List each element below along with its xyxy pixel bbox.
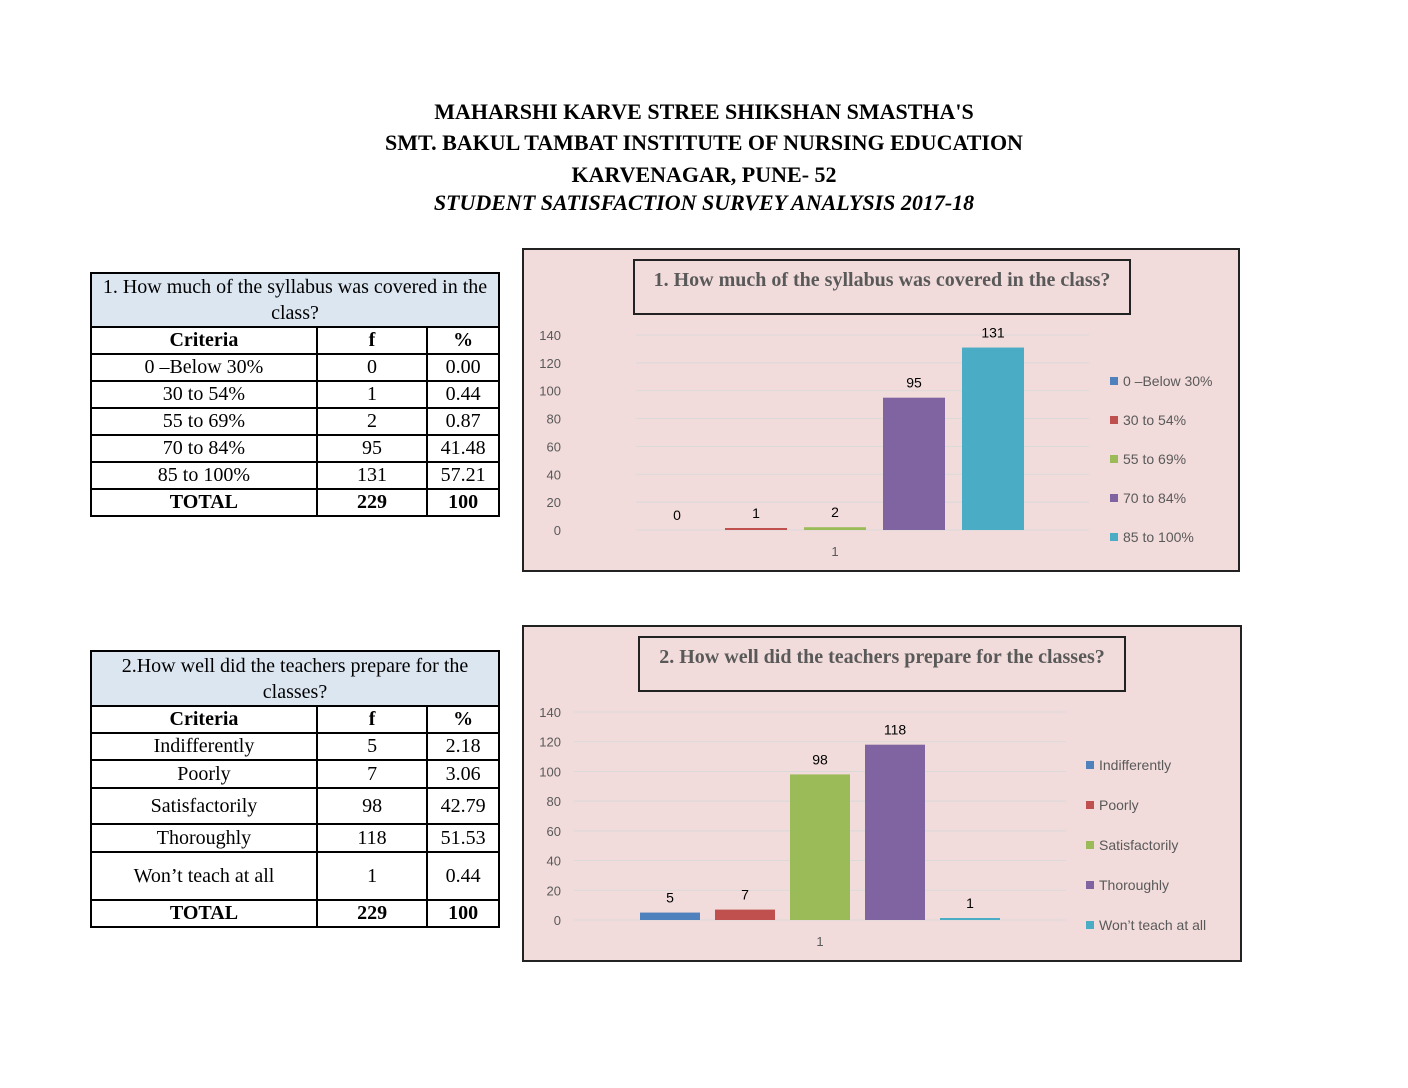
- total-label: TOTAL: [91, 489, 317, 516]
- table-row: [91, 408, 499, 435]
- legend-entry: Thoroughly: [1099, 877, 1170, 893]
- survey-title: STUDENT SATISFACTION SURVEY ANALYSIS 2017-18: [433, 190, 975, 215]
- frequency-cell: 1: [317, 381, 427, 408]
- legend-swatch: [1086, 761, 1094, 769]
- criteria-cell: Satisfactorily: [91, 788, 317, 824]
- legend-swatch: [1110, 455, 1118, 463]
- chart-plot: [524, 627, 1240, 960]
- criteria-header: Criteria: [91, 327, 317, 354]
- y-tick-label: 100: [539, 764, 561, 780]
- y-tick-label: 40: [546, 853, 561, 869]
- syllabus-coverage-chart: [522, 248, 1240, 572]
- institute-title: SMT. BAKUL TAMBAT INSTITUTE OF NURSING EDUCATION: [385, 130, 1023, 155]
- total-percent: 100: [427, 489, 499, 516]
- frequency-cell: 95: [317, 435, 427, 462]
- syllabus-coverage-table: [90, 272, 500, 517]
- table-row: [91, 824, 499, 852]
- criteria-cell: 0 –Below 30%: [91, 354, 317, 381]
- legend-entry: 0 –Below 30%: [1123, 373, 1213, 389]
- criteria-header: Criteria: [91, 706, 317, 733]
- y-tick-label: 120: [539, 734, 561, 750]
- bar-won-t-teach-at-all: [940, 918, 1000, 920]
- legend-swatch: [1110, 377, 1118, 385]
- data-label: 95: [906, 374, 922, 391]
- bar-55-to-69-: [804, 527, 866, 530]
- total-frequency: 229: [317, 489, 427, 516]
- criteria-cell: Thoroughly: [91, 824, 317, 852]
- teacher-preparation-table: [90, 650, 500, 928]
- legend-entry: 30 to 54%: [1123, 412, 1187, 428]
- frequency-header: f: [317, 706, 427, 733]
- y-tick-label: 60: [546, 823, 561, 839]
- table-row: [91, 760, 499, 788]
- chart-title: 2. How well did the teachers prepare for the classes?: [638, 636, 1126, 692]
- teacher-preparation-chart: [522, 625, 1242, 962]
- frequency-cell: 7: [317, 760, 427, 788]
- frequency-cell: 2: [317, 408, 427, 435]
- total-label: TOTAL: [91, 900, 317, 927]
- percent-cell: 0.87: [427, 408, 499, 435]
- y-tick-label: 20: [546, 495, 561, 511]
- legend-swatch: [1110, 494, 1118, 502]
- percent-cell: 3.06: [427, 760, 499, 788]
- table-row: [91, 733, 499, 760]
- data-label: 131: [981, 324, 1005, 341]
- x-tick-label: 1: [816, 934, 824, 949]
- total-row: [91, 900, 499, 927]
- y-tick-label: 120: [539, 355, 561, 371]
- y-tick-label: 40: [546, 467, 561, 483]
- criteria-cell: Poorly: [91, 760, 317, 788]
- total-percent: 100: [427, 900, 499, 927]
- table-row: [91, 381, 499, 408]
- criteria-cell: 55 to 69%: [91, 408, 317, 435]
- criteria-cell: 85 to 100%: [91, 462, 317, 489]
- criteria-cell: Indifferently: [91, 733, 317, 760]
- legend-swatch: [1086, 841, 1094, 849]
- data-label: 98: [812, 751, 828, 768]
- percent-header: %: [427, 327, 499, 354]
- total-frequency: 229: [317, 900, 427, 927]
- legend-swatch: [1086, 881, 1094, 889]
- y-tick-label: 0: [553, 913, 561, 928]
- y-tick-label: 100: [539, 383, 561, 399]
- chart-plot: [524, 250, 1238, 570]
- y-tick-label: 80: [546, 794, 561, 810]
- table-row: [91, 788, 499, 824]
- total-row: [91, 489, 499, 516]
- percent-header: %: [427, 706, 499, 733]
- percent-cell: 0.44: [427, 852, 499, 900]
- frequency-cell: 5: [317, 733, 427, 760]
- table-row: [91, 852, 499, 900]
- frequency-cell: 1: [317, 852, 427, 900]
- data-label: 1: [752, 505, 760, 521]
- data-label: 5: [666, 889, 674, 906]
- y-tick-label: 140: [539, 328, 561, 343]
- table-row: [91, 354, 499, 381]
- percent-cell: 42.79: [427, 788, 499, 824]
- table-row: [91, 462, 499, 489]
- legend-swatch: [1110, 533, 1118, 541]
- x-tick-label: 1: [831, 544, 839, 559]
- criteria-cell: Won’t teach at all: [91, 852, 317, 900]
- y-tick-label: 80: [546, 411, 561, 427]
- criteria-cell: 30 to 54%: [91, 381, 317, 408]
- bar-poorly: [715, 910, 775, 920]
- chart-title: 1. How much of the syllabus was covered in the class?: [633, 259, 1131, 315]
- institution-name: MAHARSHI KARVE STREE SHIKSHAN SMASTHA'S: [434, 99, 974, 124]
- bar-satisfactorily: [790, 774, 850, 920]
- frequency-header: f: [317, 327, 427, 354]
- table-question: 1. How much of the syllabus was covered in the class?: [91, 273, 499, 327]
- frequency-cell: 118: [317, 824, 427, 852]
- criteria-cell: 70 to 84%: [91, 435, 317, 462]
- legend-entry: Satisfactorily: [1099, 837, 1179, 853]
- legend-swatch: [1086, 801, 1094, 809]
- frequency-cell: 98: [317, 788, 427, 824]
- table-row: [91, 435, 499, 462]
- data-label: 7: [741, 886, 749, 903]
- bar-85-to-100-: [962, 348, 1024, 530]
- data-label: 2: [831, 504, 839, 521]
- y-tick-label: 140: [539, 705, 561, 720]
- percent-cell: 2.18: [427, 733, 499, 760]
- y-tick-label: 0: [553, 523, 561, 538]
- y-tick-label: 20: [546, 883, 561, 899]
- bar-70-to-84-: [883, 398, 945, 530]
- percent-cell: 57.21: [427, 462, 499, 489]
- percent-cell: 51.53: [427, 824, 499, 852]
- table-question: 2.How well did the teachers prepare for the classes?: [91, 651, 499, 706]
- legend-entry: Poorly: [1099, 797, 1139, 813]
- institute-address: KARVENAGAR, PUNE- 52: [571, 162, 837, 187]
- percent-cell: 41.48: [427, 435, 499, 462]
- bar-thoroughly: [865, 745, 925, 920]
- legend-entry: 70 to 84%: [1123, 490, 1187, 506]
- frequency-cell: 131: [317, 462, 427, 489]
- frequency-cell: 0: [317, 354, 427, 381]
- legend-entry: 85 to 100%: [1123, 529, 1194, 545]
- bar-30-to-54-: [725, 528, 787, 530]
- data-label: 1: [966, 895, 974, 911]
- data-label: 0: [673, 507, 681, 523]
- bar-indifferently: [640, 913, 700, 920]
- percent-cell: 0.44: [427, 381, 499, 408]
- percent-cell: 0.00: [427, 354, 499, 381]
- legend-entry: Won’t teach at all: [1099, 917, 1207, 933]
- y-tick-label: 60: [546, 439, 561, 455]
- legend-entry: Indifferently: [1099, 757, 1172, 773]
- legend-swatch: [1086, 921, 1094, 929]
- legend-entry: 55 to 69%: [1123, 451, 1187, 467]
- legend-swatch: [1110, 416, 1118, 424]
- data-label: 118: [883, 721, 907, 738]
